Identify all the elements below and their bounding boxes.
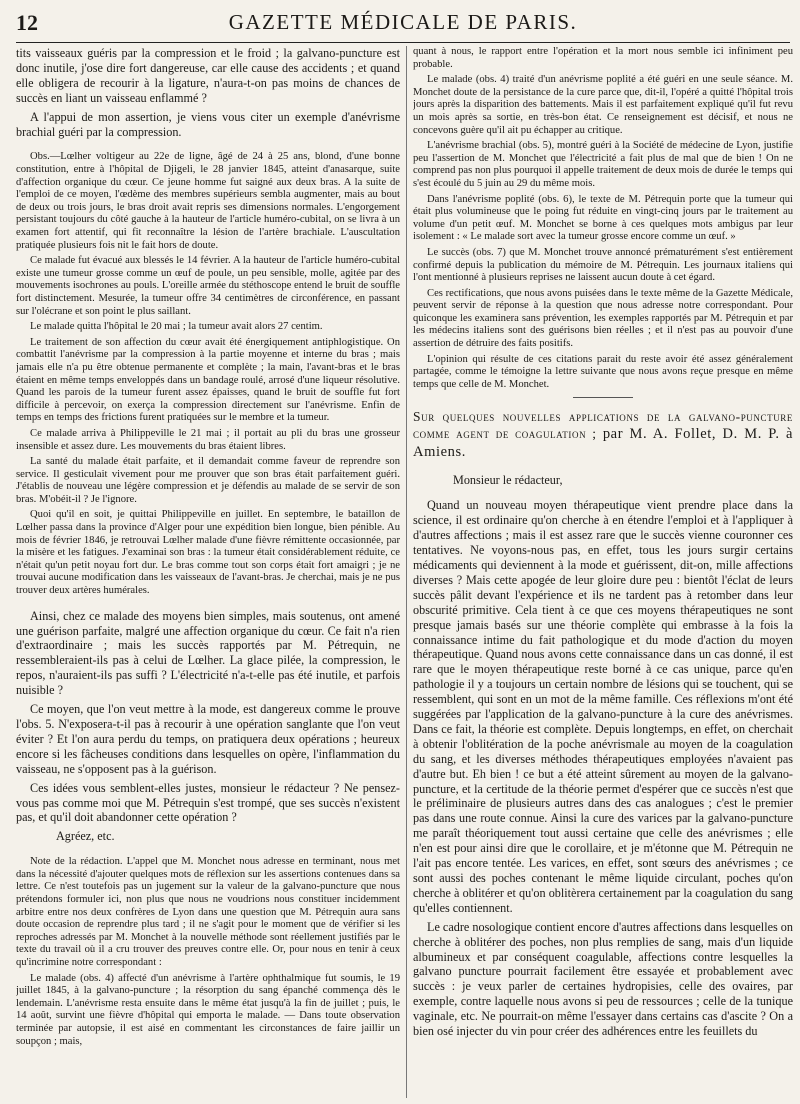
article-title-text: Sur quelques nouvelles applications de la galvano-puncture comme agent de coagulation ; [413, 409, 793, 442]
observation-paragraph: Le malade quitta l'hôpital le 20 mai ; la tumeur avait alors 27 centim. [30, 321, 323, 333]
observation-block [16, 151, 400, 597]
editor-note-paragraph: L'opinion qui résulte de ces citations parait du reste avoir été assez généralement partagée, comme le témoigne la lettre suivante que nous avons reçue presque en même temps que celle de M. Monchet. [413, 353, 793, 390]
paragraph: A l'appui de mon assertion, je viens vous citer un exemple d'anévrisme brachial guéri par la compression. [16, 109, 400, 139]
paragraph: Ce moyen, que l'on veut mettre à la mode, est dangereux comme le prouve l'obs. 5. N'exposera-t-il pas à recourir à une opération sanglante que l'on veut éviter ? Et l'on aura perdu du temps, on pratiquera deux opérations ; heureux encore si les fâcheuses conditions dans lesquelles on opère, l'inflammation du vaisseau, ne s'opposent pas à la guérison. [16, 702, 400, 776]
article-title [413, 408, 793, 461]
page-header [16, 6, 790, 43]
observation-paragraph: Quoi qu'il en soit, je quittai Philippeville en juillet. En septembre, le bataillon de Lœlher passa dans la province d'Alger pour une expédition bien longue, bien pénible. Au mois de février 1846, je retrouvai Lœlher malade d'une fièvre rémittente occasionnée, par la misère et les fatigues. J'examinai son bras : la tumeur était considérablement réduite, ce n'était qu'un petit noyau fort dur. Le bras comme tout son corps était fort amaigri ; je ne trouvai aucune modification dans les vaisseaux de l'avant-bras. Je cherchai, mais je ne pus trouver deux artères humérales. [16, 509, 400, 597]
editor-note-paragraph: quant à nous, le rapport entre l'opération et la mort nous semble ici infiniment peu probable. [413, 46, 793, 70]
signoff: Agréez, etc. [56, 829, 115, 844]
observation-paragraph: Ce malade fut évacué aux blessés le 14 février. A la hauteur de l'article huméro-cubital existe une tumeur grosse comme un œuf de poule, un peu sensible, molle, agitée par des mouvements isochrones au pouls. L'oreille armée du stéthoscope entend le bruit de souffle fort distinctement. Mesurée, la tumeur offre 34 centimètres de circonférence, en passant sur l'olécrane et son point le plus saillant. [16, 255, 400, 317]
observation-paragraph: Obs.—Lœlher voltigeur au 22e de ligne, âgé de 24 à 25 ans, blond, d'une bonne constitution, entre à l'hôpital de Djigeli, le 28 janvier 1845, atteint d'anasarque, suite d'affection organique du cœur. Ce jeune homme fut saigné aux deux bras. A la suite de l'emploi de ce moyen, l'œdème des membres supérieurs sembla augmenter, mais au bout de deux ou trois jours, le bras droit avait repris ses dimensions normales. L'engorgement persistant toujours du côté gauche à la hauteur de l'article huméro-cubital, on se livra à un examen fort attentif, qui fit reconnaître la lésion de l'artère brachiale. L'auscultation pratiquée plusieurs fois nit le fait hors de doute. [16, 151, 400, 251]
right-column [413, 46, 793, 1098]
editor-note-paragraph: Le succès (obs. 7) que M. Monchet trouve annoncé prématurément s'est entièrement confirmé depuis la publication du mémoire de M. Pétrequin. Les journaux italiens qui l'ont mentionné à plusieurs reprises ne laissent aucun doute à cet égard. [413, 246, 793, 284]
article-author: par M. A. Follet, D. M. P. à Amiens. [413, 426, 793, 461]
editor-note [16, 856, 400, 1048]
editor-note-paragraph: Le malade (obs. 4) traité d'un anévrisme poplité a été guéri en une seule séance. M. Monchet doute de la persistance de la cure parce que, dit-il, l'opéré a quitté l'hôpital trois jours après la disparition des battements. Mais il est parfaitement expliqué qu'il fut revu un mois après sa sortie, en très-bon état. Ce renseignement est décisif, et nous ne concevons guère qu'il ait pu échapper au critique. [413, 74, 793, 136]
editor-note-paragraph: Dans l'anévrisme poplité (obs. 6), le texte de M. Pétrequin porte que la tumeur qui était plus volumineuse que le poing fut réduite en vingt-cinq jours par le traitement au volume d'un petit œuf. M. Monchet se borne à ces quelques mots ambigus par leur isolement : « Le malade sort avec la tumeur grosse encore comme un œuf. » [413, 193, 793, 243]
editor-note-continued [413, 46, 793, 391]
editor-note-paragraph: Le malade (obs. 4) affecté d'un anévrisme à l'artère ophthalmique fut soumis, le 19 juillet 1845, à la galvano-puncture ; la résorption du sang épanché commença dès le lendemain. L'anévrisme resta ensuite dans le même état jusqu'à la fin de juillet ; puis, le 14 août, survint une fièvre d'hôpital qui emporta le malade. — Dans toute observation terminée par autopsie, il est aisé en commentant les circonstances de faire jaillir un soupçon ; mais, [16, 972, 400, 1047]
editor-note-paragraph: Note de la rédaction. L'appel que M. Monchet nous adresse en terminant, nous met dans la nécessité d'ajouter quelques mots de réflexion sur les assertions contenues dans sa lettre. Ce n'est toutefois pas un jugement sur la valeur de la galvano-puncture que nous prétendons formuler ici, non plus que nous ne voudrions nous constituer incidemment arbitre entre nos deux confrères de Lyon dans une question que M. Pétrequin aura sans doute occasion de reprendre plus tard ; il ne s'agit pour le moment que de vérifier si les reproches adressés par M. Monchet à la nouvelle méthode sont réellement justifiés par le texte du travail où il a cru trouver des preuves contre elle. Or, pour nous en tenir à ceux qu'incrimine notre correspondant : [16, 856, 400, 968]
page-number: 12 [16, 10, 38, 35]
journal-title: GAZETTE MÉDICALE DE PARIS. [228, 10, 578, 34]
editor-note-paragraph: Ces rectifications, que nous avons puisées dans le texte même de la Gazette Médicale, peuvent servir de réponse à la question que nous adresse notre correspondant. Pour quiconque les examinera sans prévention, les exemples rapportés par M. Pétrequin et par les médecins italiens sont des guérisons bien réelles ; et il n'est pas au pouvoir d'une assertion de détruire des faits positifs. [413, 287, 793, 350]
left-column [16, 46, 400, 1098]
observation-paragraph: La santé du malade était parfaite, et il demandait comme faveur de reprendre son service. Il gesticulait vivement pour me prouver que son bras était parfaitement guéri. J'établis de nouveau une légère compression et je défendis au malade de se servir de son bras. M'obéit-il ? Je l'ignore. [16, 456, 400, 505]
salutation: Monsieur le rédacteur, [453, 473, 563, 488]
paragraph: Ainsi, chez ce malade des moyens bien simples, mais soutenus, ont amené une guérison parfaite, malgré une affection organique du cœur. Ce fait n'a rien d'extraordinaire ; mais les succès rapportés par M. Pétrequin, ne ressembleraient-ils pas à celui de Lœlher. La glace pilée, la compression, le repos, n'auraient-ils pas suffi ? L'électricité n'a-t-elle pas été inutile, et parfois nuisible ? [16, 608, 400, 698]
observation-paragraph: Le traitement de son affection du cœur avait été énergiquement antiphlogistique. On combattit l'anévrisme par la compression à la partie moyenne et interne du bras ; mais jamais elle n'a pu être obtenue permanente et complète ; la main, l'avant-bras et le bras étaient en même temps enveloppés dans un bandage roulé, arrosé d'une liqueur résolutive. Quand les parois de la tumeur furent assez épaisses, quand le bruit de souffle fut fort difficile à percevoir, on exerça la compression directement sur l'anévrisme. Enfin de temps en temps des frictions furent pratiquées sur le membre et la tumeur. [16, 336, 400, 424]
paragraph: Le cadre nosologique contient encore d'autres affections dans lesquelles on cherche à oblitérer des poches, non plus remplies de sang, mais d'un liquide albumineux et par conséquent coagulable, affections contre lesquelles la galvano puncture pourrait facilement être essayée et probablement avec succès : je veux parler de certaines hydropisies, celle des ovaires, par exemple, contre laquelle nous avons si peu de ressources ; celle de la tunique vaginale, etc. Ne pourrait-on même l'essayer dans certains cas d'ascite ? On a bien osé injecter du vin pour créer des adhérences entre les feuillets du [413, 919, 793, 1039]
observation-paragraph: Ce malade arriva à Philippeville le 21 mai ; il portait au pli du bras une grosseur insensible et assez dure. Les mouvements du bras étaient libres. [16, 427, 400, 452]
paragraph: Ces idées vous semblent-elles justes, monsieur le rédacteur ? Ne pensez-vous pas comme moi que M. Pétrequin s'est trompé, que ses succès n'existent pas, et qu'il doit abandonner cette opération ? [16, 780, 400, 825]
column-divider [406, 46, 407, 1098]
editor-note-paragraph: L'anévrisme brachial (obs. 5), montré guéri à la Société de médecine de Lyon, justifie peu l'assertion de M. Monchet que l'électricité a fait plus de mal que de bien ! On ne comprend pas non plus pourquoi il appelle traitement de deux mois de durée le temps qui s'est écoulé du 5 juin au 29 du même mois. [413, 140, 793, 189]
paragraph: tits vaisseaux guéris par la compression et le froid ; la galvano-puncture est donc inutile, j'ose dire fort dangereuse, car elle cause des accidents ; et quand elle obligera de recourir à la ligature, n'aura-t-on pas moins de chances de succès en liant un vaisseau enflammé ? [16, 46, 400, 105]
section-rule [573, 397, 633, 398]
paragraph: Quand un nouveau moyen thérapeutique vient prendre place dans la science, il est ordinaire qu'on cherche à en étendre l'emploi et à l'appliquer à d'autres affections ; mais il est assez rare que le succès vienne couronner ces tentatives. Ne voyons-nous pas, en effet, tous les jours surgir certains médicaments qui deviennent à la mode et guérissent, dit-on, mille affections diverses ? Mais cette apogée de leur gloire dure peu : bientôt l'éclat de leurs succès pâlit devant l'expérience et ils ne tardent pas à retomber dans leur obscurité primitive. Cela tient à ce que ces moyens thérapeutiques ne sont presque jamais basés sur une théorie complète qui embrasse à la fois la connaissance intime du fait pathologique et du mode d'action du moyen thérapeutique. Quand nous avons cette connaissance dans un cas donné, il est rare que le moyen thérapeutique reste borné à ce cas unique, parce qu'en pathologie il y a toujours un certain nombre de lésions qui se touchent, qui se ressemblent, qui sont en un mot de la même famille. Ces réflexions m'ont été suggérées par l'application de la galvano-puncture à la cure des anévrismes. Dans ce fait, la théorie est complète. Depuis longtemps, en effet, on cherchait à obtenir l'oblitération de la poche anévrismale au moyen de la coagulation du sang, et les diverses méthodes thérapeutiques employées n'avaient pas d'autre but. Eh bien ! ce but a été atteint sûrement au moyen de la galvano-puncture, et la certitude de la théorie permet d'espérer que ce succès n'est que le préliminaire de plusieurs autres dans des cas analogues ; c'est le premier pas dans une route connue. Ainsi la cure des varices par la galvano-puncture me paraît théoriquement tout aussi certaine que celle des anévrismes ; elle n'en est pour ainsi dire que le corollaire, et je m'étonne que M. Pétrequin ne l'ait pas encore tentée. Les varices, en effet, sont sœurs des anévrismes ; ce sont aussi des poches contenant le même liquide circulant, poches qu'on cherche à oblitérer et qu'on oblitèrera certainement par la coagulation du sang qu'elles contiennent. [413, 498, 793, 915]
